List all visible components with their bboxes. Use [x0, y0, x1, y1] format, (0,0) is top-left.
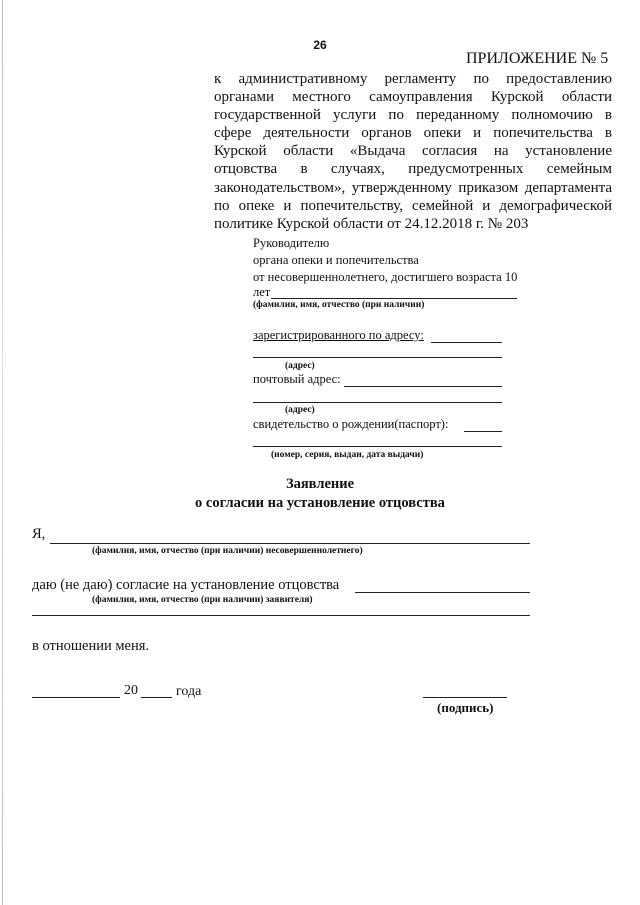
regarding-text: в отношении меня. — [32, 638, 150, 654]
addressee-line-3: от несовершеннолетнего, достигшего возраста 10 — [253, 270, 518, 284]
document-subtitle: о согласии на установление отцовства — [195, 495, 445, 511]
i-label: Я, — [32, 526, 46, 542]
document-caption: (номер, серия, выдан, дата выдачи) — [271, 450, 424, 460]
registered-address-label: зарегистрированного по адресу: — [253, 328, 424, 342]
birth-certificate-blank[interactable] — [464, 431, 502, 432]
intro-line: законодательством», утвержденному приказом департамента — [214, 179, 612, 196]
address-caption: (адрес) — [285, 361, 315, 371]
postal-address-blank[interactable] — [344, 386, 502, 387]
minor-name-blank[interactable] — [50, 543, 530, 544]
applicant-name-blank[interactable] — [355, 592, 530, 593]
appendix-reference — [214, 70, 612, 233]
appendix-heading: ПРИЛОЖЕНИЕ № 5 — [466, 50, 609, 67]
intro-line: Курской области «Выдача согласия на установление — [214, 143, 612, 160]
year-blank[interactable] — [141, 697, 172, 698]
fio-blank-line[interactable] — [271, 298, 517, 299]
intro-line: органами местного самоуправления Курской области — [214, 89, 612, 106]
intro-line: к административному регламенту по предоставлению — [214, 71, 612, 87]
consent-label: даю (не даю) согласие на установление отцовства — [32, 577, 340, 593]
birth-certificate-blank-2[interactable] — [253, 446, 502, 447]
postal-address-blank-2[interactable] — [253, 402, 502, 403]
signature-caption: (подпись) — [437, 700, 494, 715]
fio-caption: (фамилия, имя, отчество (при наличии) — [253, 300, 425, 310]
intro-line: государственной услуги по переданному полномочию в — [214, 107, 612, 124]
document-title: Заявление — [285, 476, 355, 492]
year-prefix: 20 — [124, 683, 138, 698]
intro-line: сфере деятельности органов опеки и попечительства в — [214, 125, 612, 142]
birth-certificate-label: свидетельство о рождении(паспорт): — [253, 417, 449, 431]
postal-address-label: почтовый адрес: — [253, 372, 341, 386]
minor-name-caption: (фамилия, имя, отчество (при наличии) несовершеннолетнего) — [92, 546, 363, 556]
intro-line: по опеке и попечительству, семейной и демографической — [214, 197, 612, 214]
year-suffix: года — [176, 684, 202, 699]
addressee-line-1: Руководителю — [253, 236, 330, 250]
addressee-line-2: органа опеки и попечительства — [253, 253, 419, 267]
applicant-name-blank-2[interactable] — [32, 615, 530, 616]
addressee-line-4: лет — [253, 285, 271, 299]
intro-line: политике Курской области от 24.12.2018 г. № 203 — [214, 215, 529, 232]
page-edge — [2, 0, 3, 905]
intro-line: отцовства в случаях, предусмотренных семейным — [214, 161, 612, 178]
date-blank[interactable] — [32, 697, 120, 698]
registered-address-blank[interactable] — [431, 342, 502, 343]
registered-address-blank-2[interactable] — [253, 357, 502, 358]
address-caption: (адрес) — [285, 405, 315, 415]
applicant-name-caption: (фамилия, имя, отчество (при наличии) заявителя) — [92, 595, 313, 605]
signature-blank[interactable] — [423, 697, 507, 698]
page-number: 26 — [313, 38, 327, 52]
